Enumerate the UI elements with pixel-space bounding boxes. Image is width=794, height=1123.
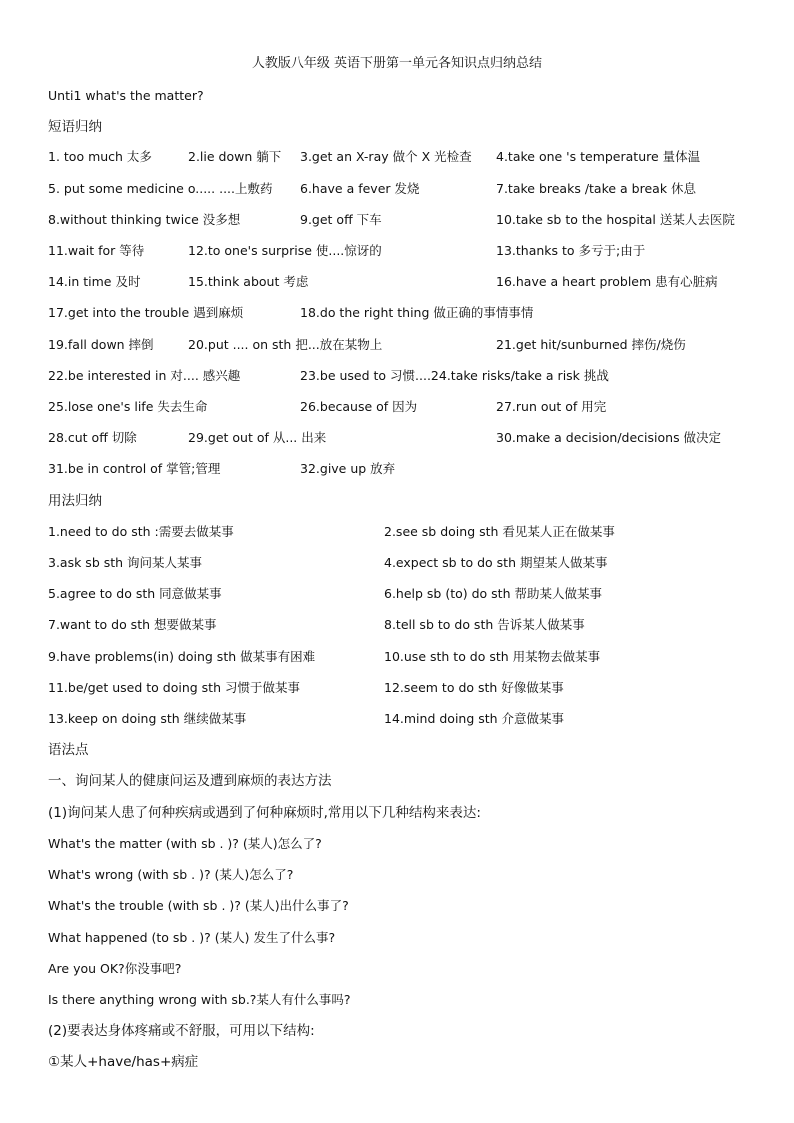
phrase-item: 31.be in control of 掌管;管理 — [48, 461, 221, 476]
phrase-item: 15.think about 考虑 — [188, 274, 309, 289]
phrase-item: 22.be interested in 对.... 感兴趣 — [48, 368, 241, 383]
phrase-item: 30.make a decision/decisions 做决定 — [496, 430, 722, 445]
grammar-line: Are you OK?你没事吧? — [48, 961, 182, 976]
usage-item: 7.want to do sth 想要做某事 — [48, 617, 217, 632]
grammar-line: (1)询问某人患了何种疾病或遇到了何种麻烦时,常用以下几种结构来表达: — [48, 805, 481, 821]
usage-item: 13.keep on doing sth 继续做某事 — [48, 711, 247, 726]
grammar-line: 一、询问某人的健康问运及遭到麻烦的表达方法 — [48, 773, 332, 789]
phrase-item: 4.take one 's temperature 量体温 — [496, 149, 701, 164]
phrase-row — [0, 180, 794, 200]
phrase-row — [0, 273, 794, 293]
phrase-item: 25.lose one's life 失去生命 — [48, 399, 208, 414]
phrase-item: 29.get out of 从... 出来 — [188, 430, 327, 445]
usage-item: 14.mind doing sth 介意做某事 — [384, 711, 565, 726]
phrase-item: 5. put some medicine o..... ....上敷药 — [48, 181, 273, 196]
grammar-line: Is there anything wrong with sb.?某人有什么事吗? — [48, 992, 351, 1007]
usage-row — [0, 648, 794, 668]
usage-item: 12.seem to do sth 好像做某事 — [384, 680, 564, 695]
phrase-item: 32.give up 放弃 — [300, 461, 396, 476]
grammar-line: What happened (to sb . )? (某人) 发生了什么事? — [48, 930, 336, 945]
phrase-item: 27.run out of 用完 — [496, 399, 607, 414]
phrase-item: 8.without thinking twice 没多想 — [48, 212, 241, 227]
phrase-item: 19.fall down 摔倒 — [48, 337, 154, 352]
grammar-line: ①某人+have/has+病症 — [48, 1054, 199, 1070]
phrase-row — [0, 336, 794, 356]
usage-item: 9.have problems(in) doing sth 做某事有困难 — [48, 649, 316, 664]
phrase-item: 21.get hit/sunburned 摔伤/烧伤 — [496, 337, 686, 352]
phrase-item: 12.to one's surprise 使....惊讶的 — [188, 243, 382, 258]
usage-item: 5.agree to do sth 同意做某事 — [48, 586, 222, 601]
usage-item: 2.see sb doing sth 看见某人正在做某事 — [384, 524, 615, 539]
usage-item: 8.tell sb to do sth 告诉某人做某事 — [384, 617, 585, 632]
usage-row — [0, 679, 794, 699]
phrases-heading: 短语归纳 — [48, 119, 102, 135]
phrase-row — [0, 460, 794, 480]
phrase-row — [0, 148, 794, 168]
phrase-row — [0, 429, 794, 449]
document-title: 人教版八年级 英语下册第一单元各知识点归纳总结 — [251, 56, 543, 71]
phrase-item: 9.get off 下车 — [300, 212, 382, 227]
phrase-item: 26.because of 因为 — [300, 399, 418, 414]
usage-item: 11.be/get used to doing sth 习惯于做某事 — [48, 680, 300, 695]
usage-row — [0, 710, 794, 730]
phrase-item: 18.do the right thing 做正确的事情事情 — [300, 305, 534, 320]
grammar-line: What's wrong (with sb . )? (某人)怎么了? — [48, 867, 294, 882]
usage-item: 3.ask sb sth 询问某人某事 — [48, 555, 203, 570]
phrase-item: 20.put .... on sth 把...放在某物上 — [188, 337, 383, 352]
phrase-item: 16.have a heart problem 患有心脏病 — [496, 274, 718, 289]
usage-heading: 用法归纳 — [48, 493, 102, 509]
usage-item: 6.help sb (to) do sth 帮助某人做某事 — [384, 586, 602, 601]
phrase-item: 7.take breaks /take a break 休息 — [496, 181, 697, 196]
phrase-item: 2.lie down 躺下 — [188, 149, 282, 164]
phrase-row — [0, 304, 794, 324]
phrase-item: 17.get into the trouble 遇到麻烦 — [48, 305, 244, 320]
phrase-row — [0, 242, 794, 262]
usage-item: 1.need to do sth :需要去做某事 — [48, 524, 234, 539]
usage-row — [0, 585, 794, 605]
grammar-line: What's the matter (with sb . )? (某人)怎么了? — [48, 836, 322, 851]
grammar-line: (2)要表达身体疼痛或不舒服，可用以下结构: — [48, 1023, 315, 1039]
phrase-item: 6.have a fever 发烧 — [300, 181, 420, 196]
phrase-item: 23.be used to 习惯....24.take risks/take a risk 挑战 — [300, 368, 609, 383]
phrase-item: 3.get an X-ray 做个 X 光检查 — [300, 149, 472, 164]
usage-item: 4.expect sb to do sth 期望某人做某事 — [384, 555, 608, 570]
usage-item: 10.use sth to do sth 用某物去做某事 — [384, 649, 601, 664]
phrase-row — [0, 398, 794, 418]
phrase-item: 28.cut off 切除 — [48, 430, 137, 445]
usage-row — [0, 616, 794, 636]
unit-title: Unti1 what's the matter? — [48, 88, 204, 103]
grammar-heading: 语法点 — [48, 742, 89, 758]
phrase-item: 1. too much 太多 — [48, 149, 152, 164]
phrase-item: 11.wait for 等待 — [48, 243, 145, 258]
grammar-line: What's the trouble (with sb . )? (某人)出什么事了? — [48, 898, 349, 913]
phrase-row — [0, 367, 794, 387]
phrase-item: 14.in time 及时 — [48, 274, 141, 289]
phrase-row — [0, 211, 794, 231]
usage-row — [0, 554, 794, 574]
usage-row — [0, 523, 794, 543]
phrase-item: 10.take sb to the hospital 送某人去医院 — [496, 212, 735, 227]
phrase-item: 13.thanks to 多亏于;由于 — [496, 243, 646, 258]
